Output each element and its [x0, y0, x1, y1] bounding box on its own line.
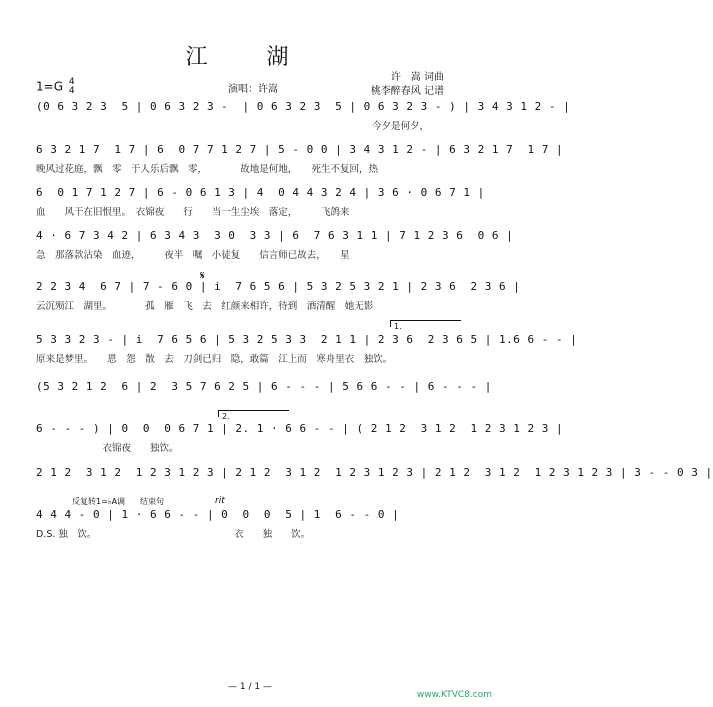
first-ending-label: 1. [394, 322, 402, 331]
lyric-line-8: 衣锦夜 独饮。 [36, 443, 179, 454]
segno-sign: 𝄋 [200, 269, 205, 282]
song-title: 江 湖 [185, 45, 315, 70]
lyric-line-6: 原来是梦里。 恩 怨 散 去 刀剑已归 隐，敢篇 江上而 寒舟里衣 独饮。 [36, 354, 393, 365]
page-number: — 1 / 1 — [228, 682, 272, 692]
lyric-line-10: D.S. 独 饮。 衣 独 饮。 [36, 529, 311, 540]
second-ending-label: 2. [222, 412, 230, 421]
score-line-2: 6 3 2 1 7 1 7 | 6 0 7 7 1 2 7 | 5 - 0 0 | 3 4 3 1 2 - | 6 3 2 1 7 1 7 | [36, 143, 564, 156]
score-line-5: 2 2 3 4 6 7 | 7 - 6 0 | i 7 6 5 6 | 5 3 2 5 3 2 1 | 2 3 6 2 3 6 | [36, 280, 521, 293]
time-signature [69, 78, 75, 96]
score-line-7: (5 3 2 1 2 6 | 2 3 5 7 6 2 5 | 6 - - - | 5 6 6 - - | 6 - - - | [36, 380, 492, 393]
key-label: 1=G [36, 79, 63, 94]
score-line-3: 6 0 1 7 1 2 7 | 6 - 0 6 1 3 | 4 0 4 4 3 2 4 | 3 6 · 0 6 7 1 | [36, 186, 485, 199]
site-watermark: www.KTVC8.com [416, 690, 492, 700]
transcriber-credit: 桃李醉春风 记谱 [370, 86, 444, 97]
lyric-line-1: 今夕是何夕， [372, 121, 430, 132]
singer-credit: 演唱：许嵩 [228, 84, 278, 95]
meter-bottom: 4 [68, 86, 75, 96]
meter-top: 4 [68, 77, 75, 87]
ritardando-mark: rit [215, 496, 225, 506]
lyric-line-5: 云沉殒江 湖里。 孤 雁 飞 去 红颜来相许，待到 酒清醒 她无影 [36, 301, 374, 312]
score-line-6: 5 3 3 2 3 - | i 7 6 5 6 | 5 3 2 5 3 3 2 1 1 | 2 3 6 2 3 6 5 | 1.6 6 - - | [36, 333, 578, 346]
coda-label: 结束句 [140, 497, 164, 506]
lyric-line-2: 晚风过花庭，飘 零 于人乐后飘 零， 故地是何地， 死生不复回，热 [36, 164, 379, 175]
score-line-9: 2 1 2 3 1 2 1 2 3 1 2 3 | 2 1 2 3 1 2 1 2 3 1 2 3 | 2 1 2 3 1 2 1 2 3 1 2 3 | 3 - - 0 3 | [36, 466, 713, 479]
key-change-note: 反复转1=♭A调 [72, 497, 126, 506]
key-signature [36, 78, 75, 96]
lyric-line-4: 急 那落款沾染 血迹， 夜半 嘱 小徒复 信言师已故去， 星 [36, 250, 350, 261]
score-line-4: 4 · 6 7 3 4 2 | 6 3 4 3 3 0 3 3 | 6 7 6 3 1 1 | 7 1 2 3 6 0 6 | [36, 229, 514, 242]
score-line-1: (0 6 3 2 3 5 | 0 6 3 2 3 - | 0 6 3 2 3 5 | 0 6 3 2 3 - ) | 3 4 3 1 2 - | [36, 100, 571, 113]
score-line-10: 4 4 4 - 0 | 1 · 6 6 - - | 0 0 0 5 | 1 6 - - 0 | [36, 508, 400, 521]
score-line-8: 6 - - - ) | 0 0 0 6 7 1 | 2. 1 · 6 6 - - | ( 2 1 2 3 1 2 1 2 3 1 2 3 | [36, 422, 564, 435]
lyric-line-3: 血 风干在旧恨里。 衣锦夜 行 当一生尘埃 落定， 飞鸽来 [36, 207, 350, 218]
lyricist-composer-credit: 许 嵩 词曲 [390, 72, 444, 83]
